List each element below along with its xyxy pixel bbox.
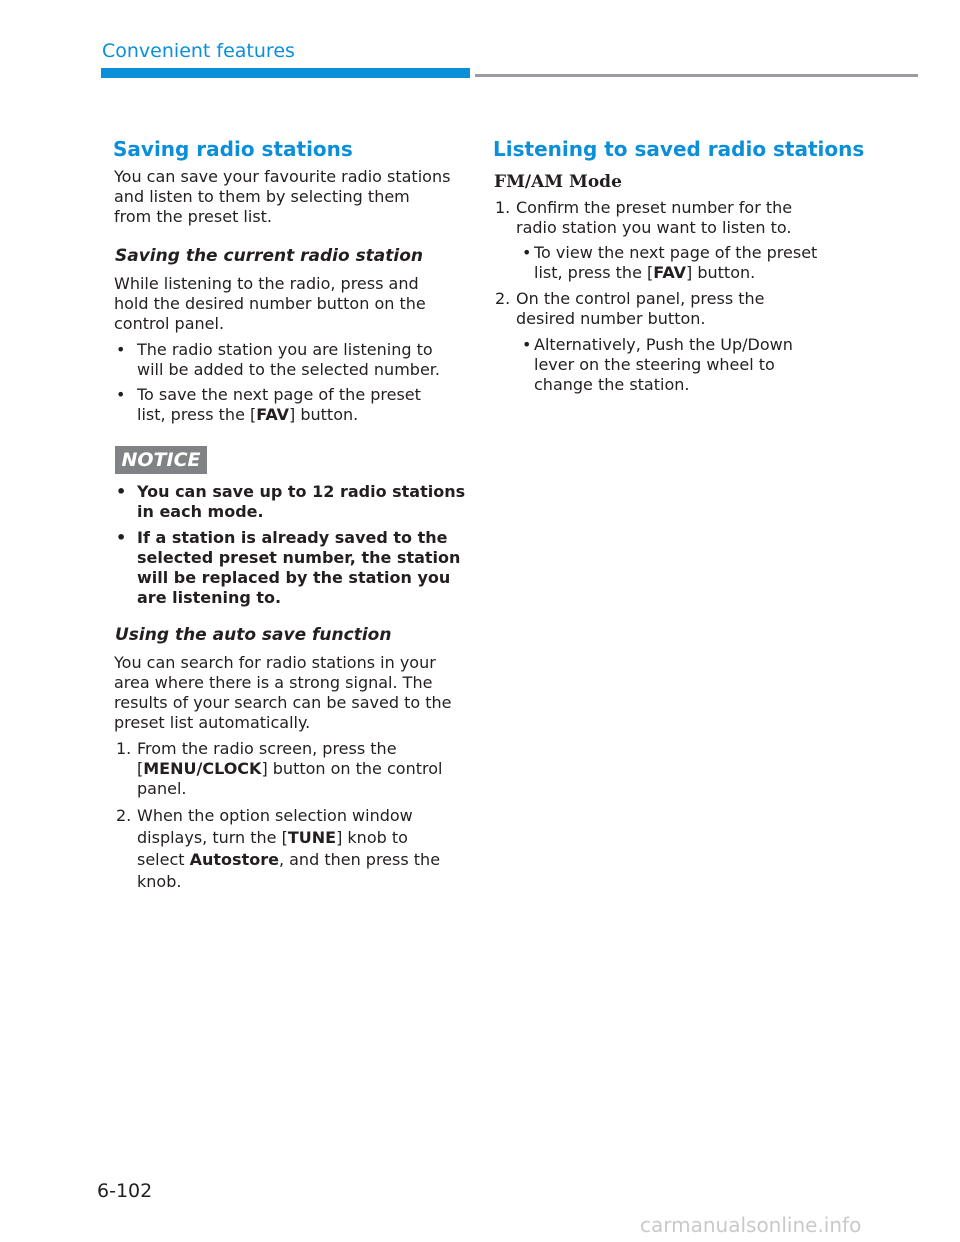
step-press-number-button: On the control panel, press the desired number button. (516, 289, 765, 328)
bullet-marker: • (522, 243, 532, 262)
bullet-save-next-page: To save the next page of the preset list, press the [FAV] button. (137, 385, 421, 424)
page-number: 6-102 (97, 1180, 153, 1202)
section-header: Convenient features (102, 40, 295, 62)
heading-listening-saved-stations: Listening to saved radio stations (493, 137, 865, 161)
notice-item-replaced: If a station is already saved to the selected preset number, the station will be replaced by the station you are listening to. (137, 528, 461, 607)
step-confirm-preset: Confirm the preset number for the radio station you want to listen to. (516, 198, 793, 237)
bullet-steering-wheel-lever: Alternatively, Push the Up/Down lever on the steering wheel to change the station. (534, 335, 793, 394)
bullet-marker: • (116, 528, 127, 547)
notice-badge: NOTICE (115, 446, 207, 474)
header-rule-blue (101, 68, 470, 78)
paragraph-current: While listening to the radio, press and hold the desired number button on the control panel. (114, 274, 426, 333)
bullet-marker: • (116, 340, 126, 359)
key-menu-clock: MENU/CLOCK (143, 759, 262, 778)
step-number: 1. (495, 198, 511, 217)
bullet-marker: • (522, 335, 532, 354)
notice-item-12-stations: You can save up to 12 radio stations in each mode. (137, 482, 466, 521)
bullet-marker: • (116, 385, 126, 404)
paragraph-intro: You can save your favourite radio stations and listen to them by selecting them from the preset list. (114, 167, 451, 226)
step-number: 2. (495, 289, 511, 308)
step-menu-clock: From the radio screen, press the [MENU/CLOCK] button on the control panel. (137, 739, 443, 798)
step-tune-autostore: When the option selection window displays, turn the [TUNE] knob to select Autostore, and then press the knob. (137, 806, 441, 891)
key-fav: FAV (653, 263, 687, 282)
bullet-marker: • (116, 482, 127, 501)
heading-saving-current-station: Saving the current radio station (115, 246, 424, 266)
header-rule-gray (475, 74, 918, 77)
paragraph-auto-save: You can search for radio stations in your area where there is a strong signal. The results of your search can be saved to the preset list automatically. (114, 653, 452, 732)
subheading-fm-am-mode: FM/AM Mode (494, 172, 622, 192)
bullet-view-next-page: To view the next page of the preset list, press the [FAV] button. (534, 243, 818, 282)
bullet-added-to-number: The radio station you are listening to will be added to the selected number. (137, 340, 440, 379)
heading-saving-radio-stations: Saving radio stations (113, 137, 353, 161)
key-autostore: Autostore (189, 850, 279, 869)
heading-auto-save: Using the auto save function (115, 625, 392, 645)
key-tune: TUNE (287, 828, 337, 847)
key-fav: FAV (256, 405, 290, 424)
watermark: carmanualsonline.info (640, 1213, 862, 1237)
step-number: 1. (116, 739, 132, 758)
step-number: 2. (116, 806, 132, 825)
